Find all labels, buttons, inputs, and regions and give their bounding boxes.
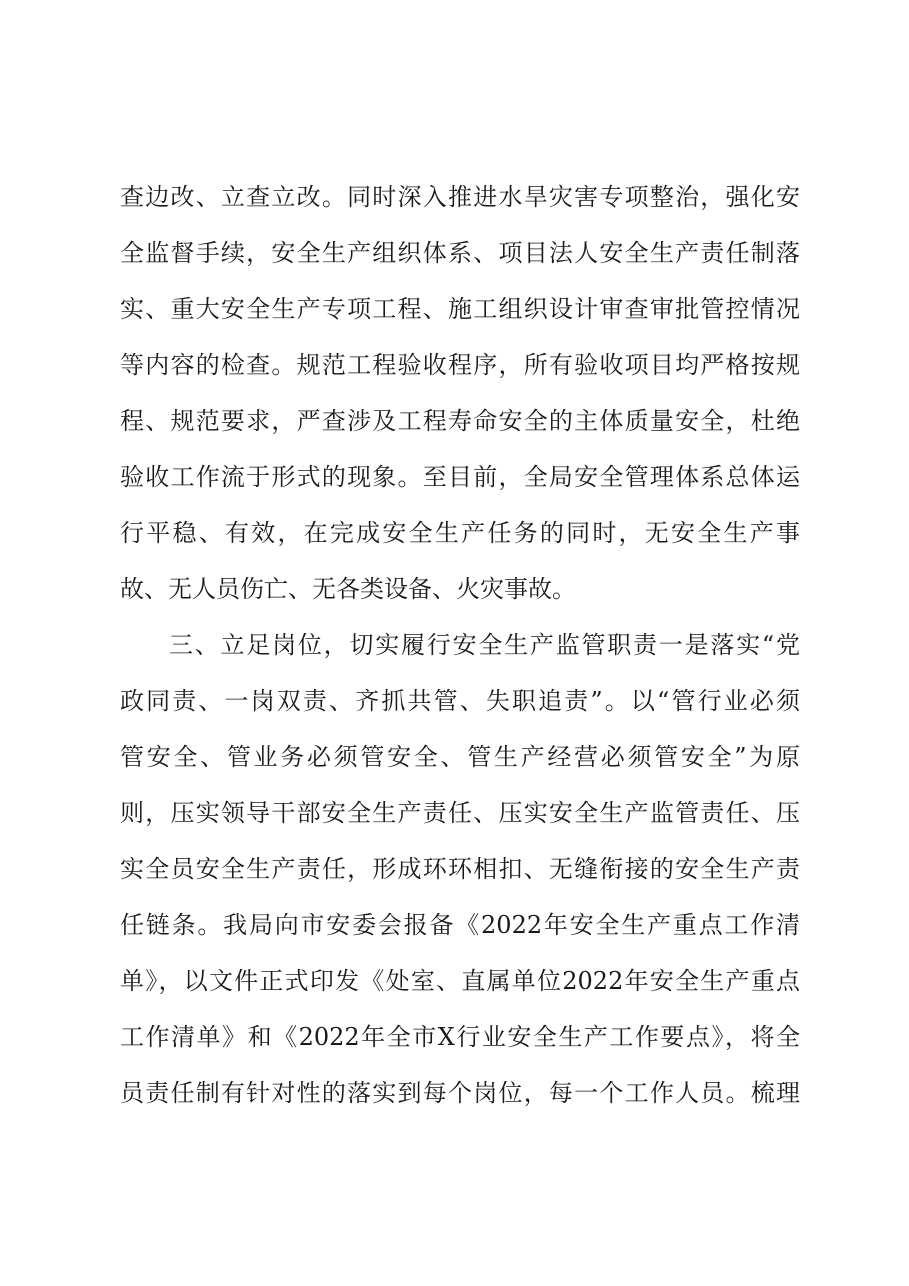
text-line: 程、规范要求，严查涉及工程寿命安全的主体质量安全，杜绝 bbox=[120, 407, 800, 435]
text-line: 任链条。我局向市安委会报备《2022年安全生产重点工作清 bbox=[120, 911, 800, 939]
text-line: 政同责、一岗双责、齐抓共管、失职追责”。以“管行业必须 bbox=[120, 687, 800, 715]
text-line: 实、重大安全生产专项工程、施工组织设计审查审批管控情况 bbox=[120, 295, 800, 323]
text-line: 三、立足岗位，切实履行安全生产监管职责一是落实“党 bbox=[169, 631, 800, 659]
text-line: 故、无人员伤亡、无各类设备、火灾事故。 bbox=[120, 575, 576, 603]
text-line: 全监督手续，安全生产组织体系、项目法人安全生产责任制落 bbox=[120, 239, 800, 267]
text-line: 行平稳、有效，在完成安全生产任务的同时，无安全生产事 bbox=[120, 519, 800, 547]
text-line: 管安全、管业务必须管安全、管生产经营必须管安全”为原 bbox=[120, 743, 800, 771]
text-line: 等内容的检查。规范工程验收程序，所有验收项目均严格按规 bbox=[120, 351, 800, 379]
text-line: 工作清单》和《2022年全市X行业安全生产工作要点》，将全 bbox=[120, 1023, 800, 1051]
text-line: 则，压实领导干部安全生产责任、压实安全生产监管责任、压 bbox=[120, 799, 800, 827]
text-line: 实全员安全生产责任，形成环环相扣、无缝衔接的安全生产责 bbox=[120, 855, 800, 883]
text-line: 单》，以文件正式印发《处室、直属单位2022年安全生产重点 bbox=[120, 967, 800, 995]
text-line: 员责任制有针对性的落实到每个岗位，每一个工作人员。梳理 bbox=[120, 1079, 800, 1107]
text-line: 查边改、立查立改。同时深入推进水旱灾害专项整治，强化安 bbox=[120, 183, 800, 211]
text-line: 验收工作流于形式的现象。至目前，全局安全管理体系总体运 bbox=[120, 463, 800, 491]
